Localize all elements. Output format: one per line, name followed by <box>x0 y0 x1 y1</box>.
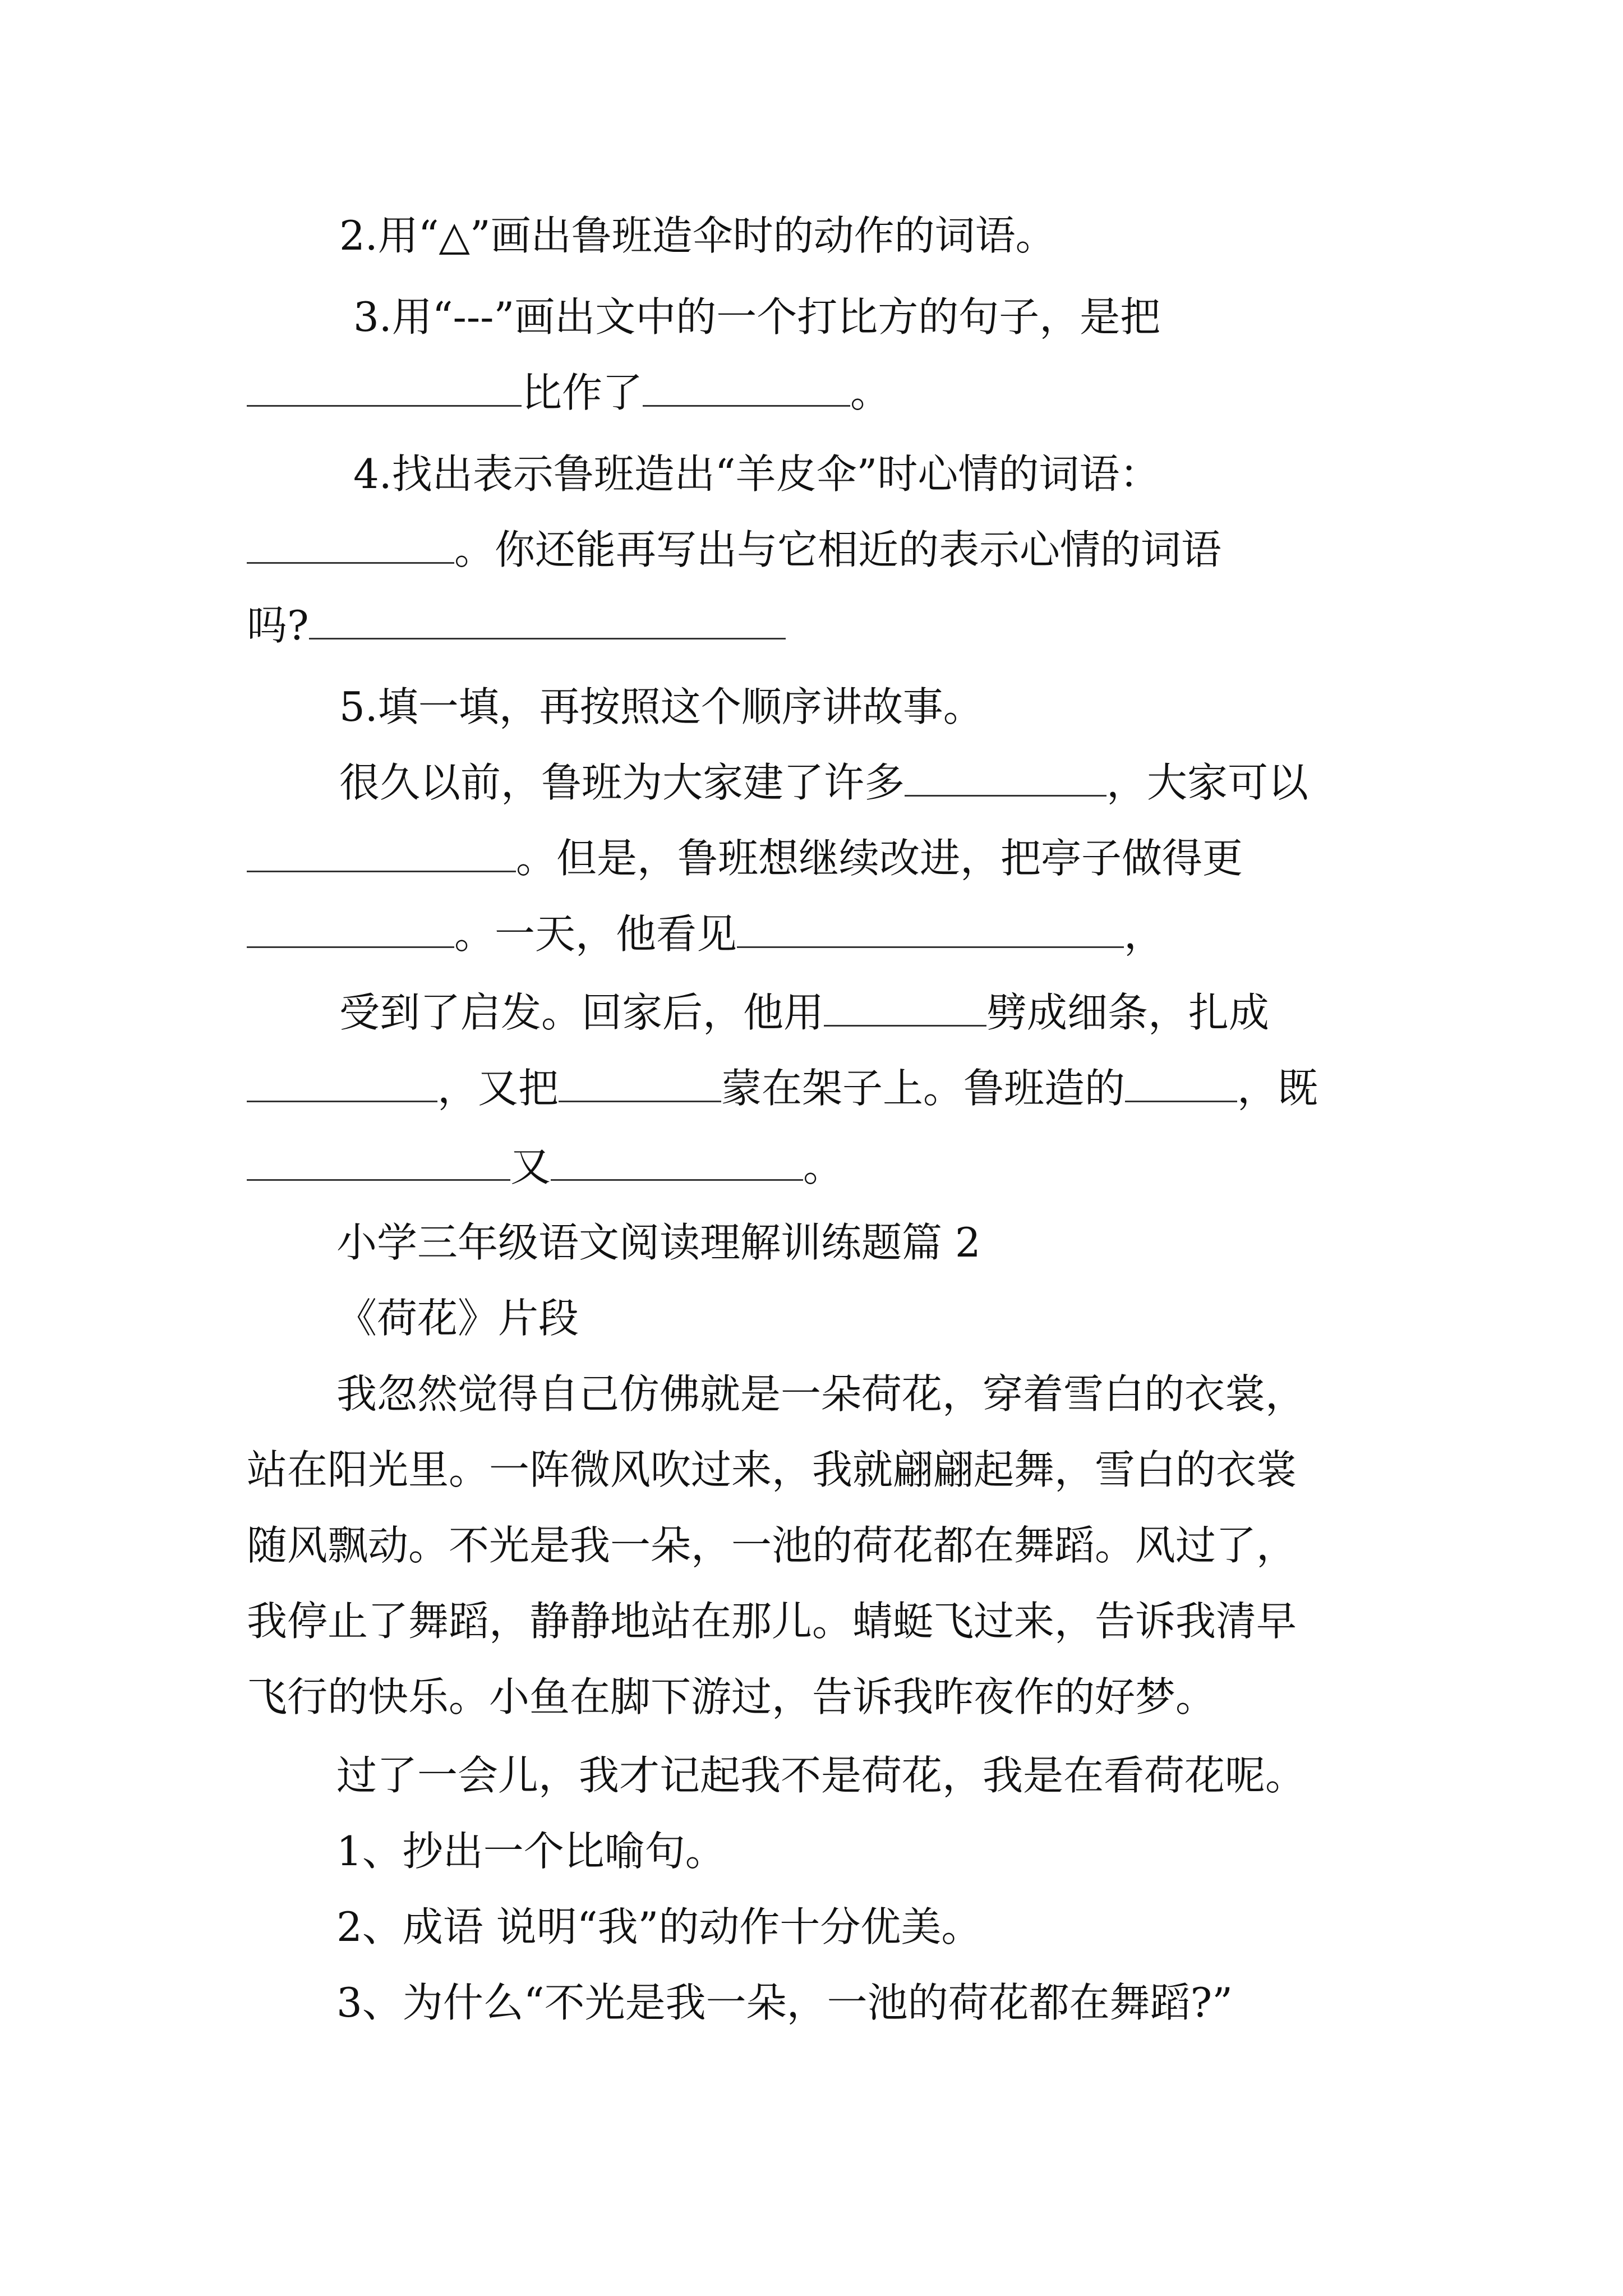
answer-blank[interactable] <box>247 838 516 872</box>
answer-blank[interactable] <box>905 762 1106 797</box>
answer-blank[interactable] <box>247 372 522 407</box>
story-line-3: 。一天，他看见 ， <box>247 906 1164 962</box>
question-3-line-1: 3.用“---”画出文中的一个打比方的句子，是把 <box>353 293 1161 341</box>
answer-blank[interactable] <box>247 1068 437 1102</box>
story-line-1: 很久以前，鲁班为大家建了许多 ，大家可以 <box>339 759 1309 806</box>
comprehension-question-1: 1、抄出一个比喻句。 <box>336 1828 726 1875</box>
answer-blank[interactable] <box>737 914 1124 948</box>
passage-line-6: 过了一会儿，我才记起我不是荷花，我是在看荷花呢。 <box>336 1752 1306 1799</box>
answer-blank[interactable] <box>247 914 454 948</box>
story-line-4: 受到了启发。回家后，他用 劈成细条，扎成 <box>339 989 1270 1036</box>
answer-blank[interactable] <box>824 992 986 1027</box>
passage-line-4: 我停止了舞蹈，静静地站在那儿。蜻蜓飞过来，告诉我清早 <box>247 1598 1297 1645</box>
section-title: 小学三年级语文阅读理解训练题篇 2 <box>336 1219 981 1266</box>
passage-line-2: 站在阳光里。一阵微风吹过来，我就翩翩起舞，雪白的衣裳 <box>247 1446 1297 1493</box>
answer-blank[interactable] <box>247 1147 510 1181</box>
question-4-line-1: 4.找出表示鲁班造出“羊皮伞”时心情的词语： <box>353 450 1160 498</box>
passage-line-3: 随风飘动。不光是我一朵，一池的荷花都在舞蹈。风过了， <box>247 1522 1297 1569</box>
question-4-line-3: 吗? <box>247 597 786 654</box>
story-line-2: 。但是，鲁班想继续改进，把亭子做得更 <box>247 830 1243 886</box>
comprehension-question-2: 2、成语 说明“我”的动作十分优美。 <box>336 1903 982 1950</box>
question-5: 5.填一填，再按照这个顺序讲故事。 <box>339 683 984 730</box>
answer-blank[interactable] <box>643 372 850 407</box>
passage-title: 《荷花》片段 <box>336 1295 579 1342</box>
answer-blank[interactable] <box>309 605 786 639</box>
comprehension-question-3: 3、为什么“不光是我一朵，一池的荷花都在舞蹈?” <box>336 1979 1233 2026</box>
question-3-line-2: 比作了 。 <box>247 365 891 421</box>
question-2: 2.用“△”画出鲁班造伞时的动作的词语。 <box>339 212 1056 259</box>
passage-line-1: 我忽然觉得自己仿佛就是一朵荷花，穿着雪白的衣裳， <box>336 1370 1306 1418</box>
story-line-6: 又 。 <box>247 1139 843 1195</box>
story-line-5: ，又把 蒙在架子上。鲁班造的 ，既 <box>247 1060 1318 1116</box>
answer-blank[interactable] <box>551 1147 803 1181</box>
answer-blank[interactable] <box>559 1068 721 1102</box>
answer-blank[interactable] <box>1125 1068 1237 1102</box>
answer-blank[interactable] <box>247 530 454 564</box>
passage-line-5: 飞行的快乐。小鱼在脚下游过，告诉我昨夜作的好梦。 <box>247 1673 1216 1720</box>
question-4-line-2: 。你还能再写出与它相近的表示心情的词语 <box>247 522 1221 578</box>
